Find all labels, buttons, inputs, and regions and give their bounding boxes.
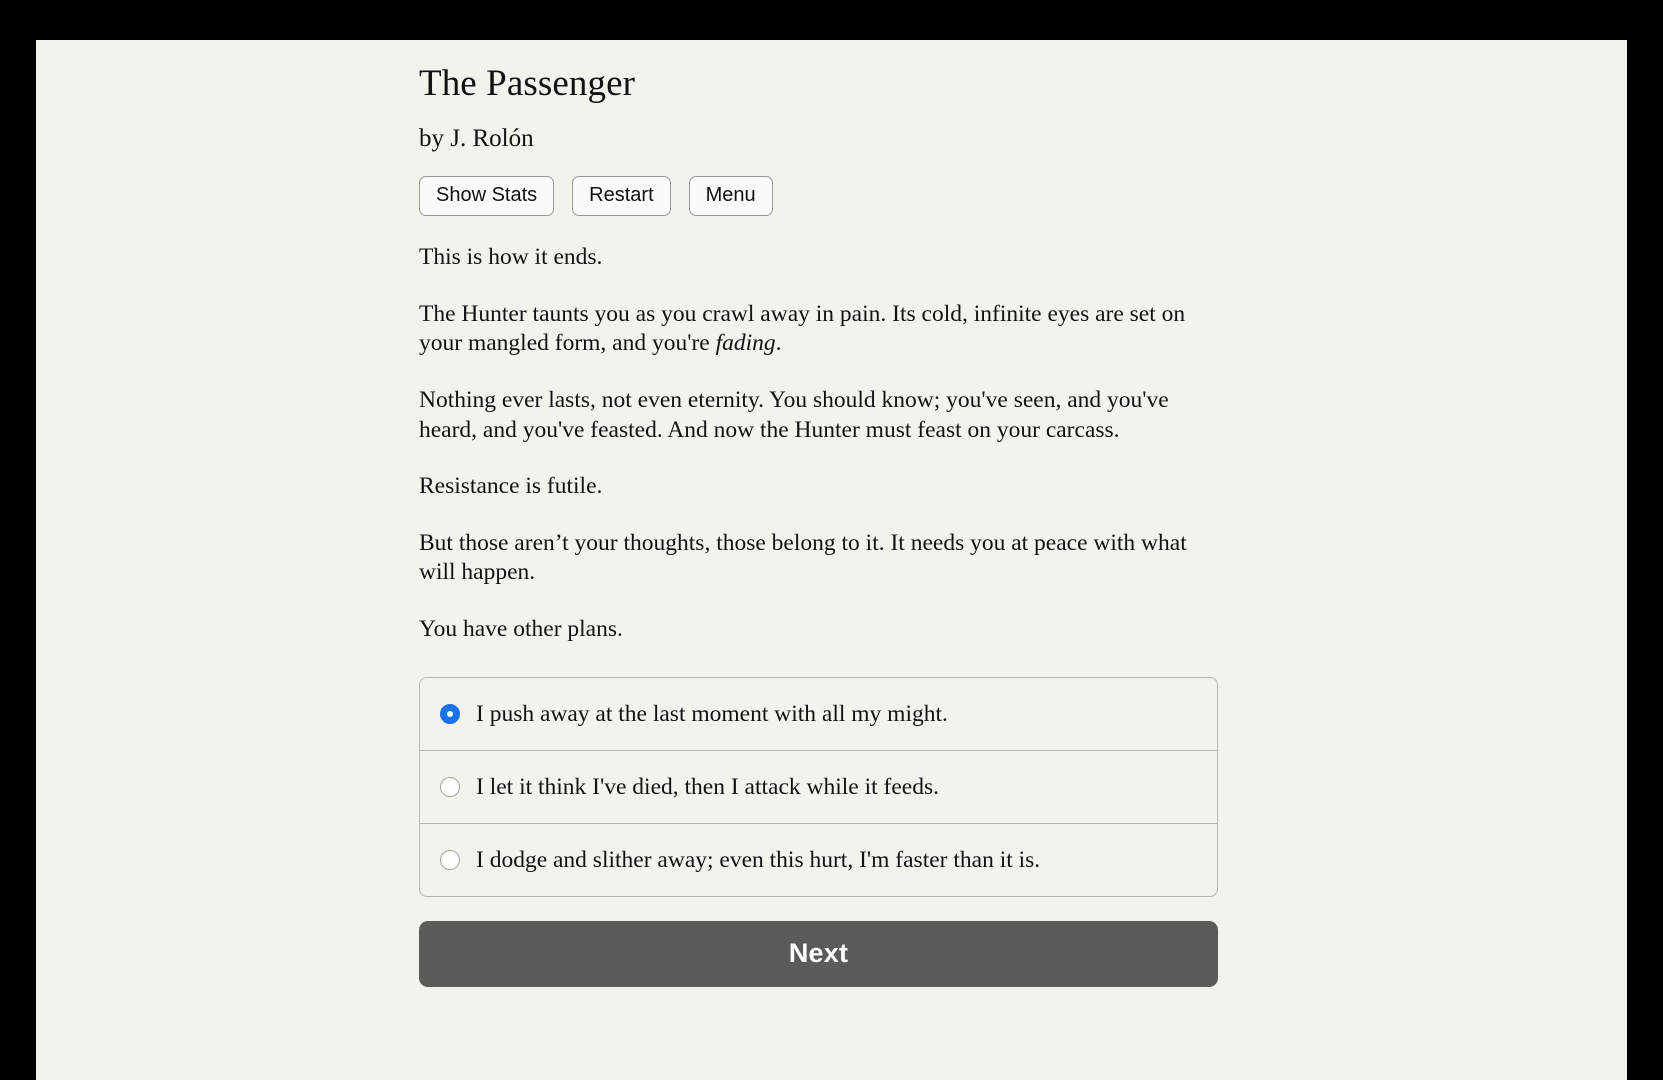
story-paragraph: But those aren’t your thoughts, those belong to it. It needs you at peace with what will happen. — [419, 529, 1187, 586]
story-paragraph: This is how it ends. — [419, 244, 603, 271]
story-page — [36, 40, 1627, 1080]
story-emphasis: fading — [715, 330, 776, 357]
show-stats-button[interactable]: Show Stats — [419, 176, 554, 216]
story-controls — [419, 176, 1259, 216]
list-item[interactable] — [420, 678, 1217, 751]
story-paragraph: You have other plans. — [419, 615, 623, 642]
list-item[interactable] — [420, 824, 1217, 896]
story-paragraph — [419, 300, 1219, 359]
next-button[interactable]: Next — [419, 921, 1218, 987]
menu-button[interactable]: Menu — [689, 176, 773, 216]
choice-list — [419, 677, 1218, 898]
page-title: The Passenger — [419, 63, 636, 104]
list-item[interactable] — [420, 751, 1217, 824]
radio-button-icon[interactable] — [440, 850, 460, 870]
story-paragraph: Nothing ever lasts, not even eternity. You should know; you've seen, and you've heard, and you've feasted. And now the Hunter must feast on your carcass. — [419, 386, 1169, 443]
story-paragraph: Resistance is futile. — [419, 473, 603, 500]
restart-button[interactable]: Restart — [572, 176, 670, 216]
choice-label: I let it think I've died, then I attack while it feeds. — [476, 773, 939, 800]
story-content — [419, 60, 1259, 987]
radio-button-icon[interactable] — [440, 777, 460, 797]
choice-label: I push away at the last moment with all my might. — [476, 700, 948, 727]
choice-label: I dodge and slither away; even this hurt, I'm faster than it is. — [476, 846, 1041, 873]
author-byline: by J. Rolón — [419, 125, 534, 153]
story-paragraph-text: . — [775, 330, 782, 357]
radio-button-icon[interactable] — [440, 704, 460, 724]
story-paragraph-text: The Hunter taunts you as you crawl away in pain. Its cold, infinite eyes are set on your mangled form, and you're — [419, 300, 1186, 357]
